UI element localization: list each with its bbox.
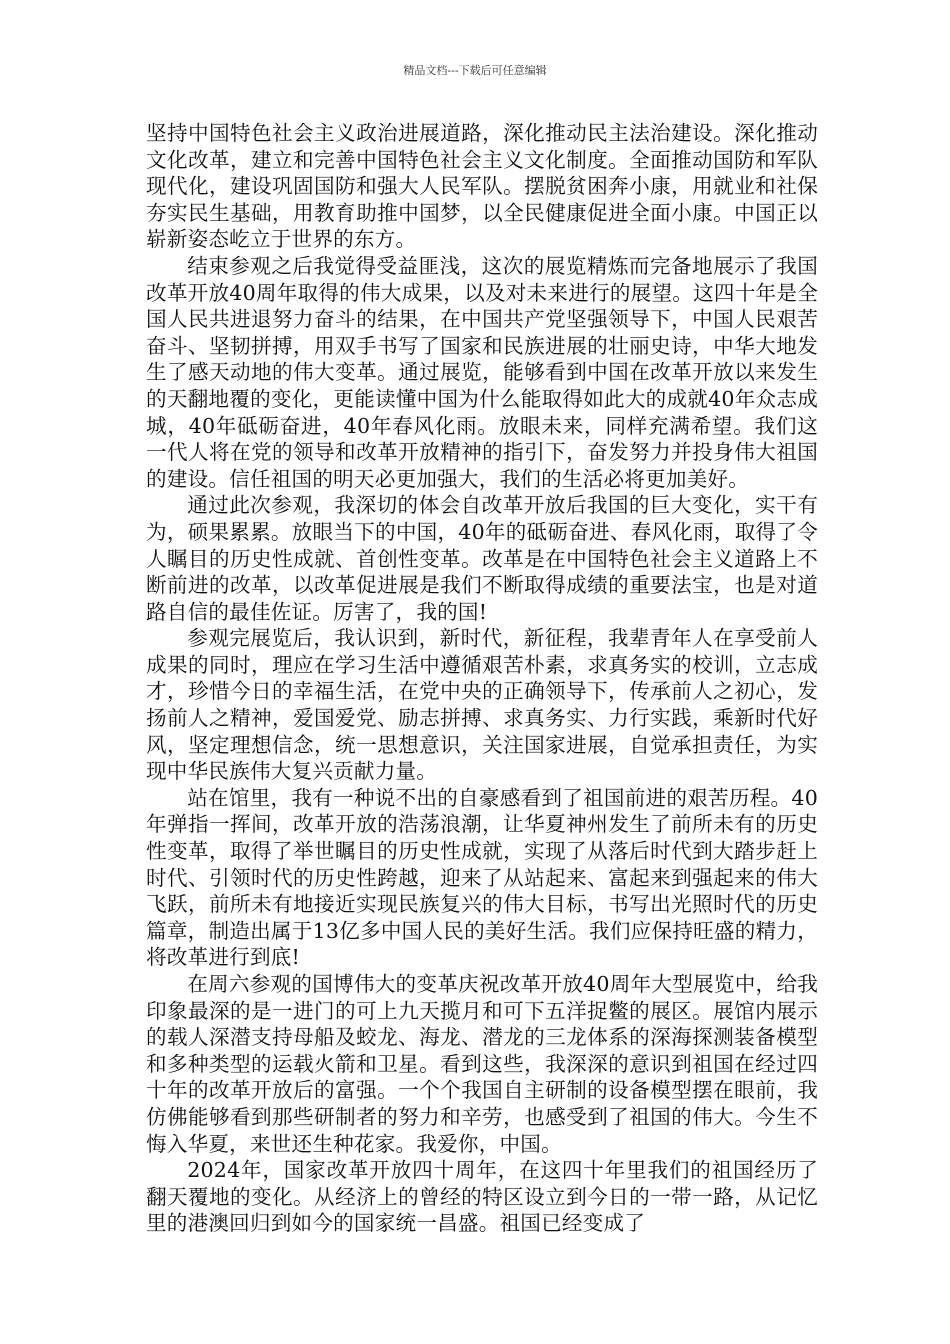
paragraph-7: 2024年，国家改革开放四十周年，在这四十年里我们的祖国经历了翻天覆地的变化。从经济上的曾经的特区设立到今日的一带一路，从记忆里的港澳回归到如今的国家统一昌盛。祖国已经变成了 — [146, 1158, 818, 1236]
paragraph-4: 参观完展览后，我认识到，新时代，新征程，我辈青年人在享受前人成果的同时，理应在学习生活中遵循艰苦朴素，求真务实的校训，立志成才，珍惜今日的幸福生活，在党中央的正确领导下，传承前人之初心，发扬前人之精神，爱国爱党、励志拼搏、求真务实、力行实践，乘新时代好风，坚定理想信念，统一思想意识，关注国家进展，自觉承担责任，为实现中华民族伟大复兴贡献力量。 — [146, 626, 818, 784]
paragraph-3: 通过此次参观，我深切的体会自改革开放后我国的巨大变化，实干有为，硕果累累。放眼当下的中国，40年的砥砺奋进、春风化雨，取得了令人瞩目的历史性成就、首创性变革。改革是在中国特色社会主义道路上不断前进的改革，以改革促进展是我们不断取得成绩的重要法宝，也是对道路自信的最佳佐证。厉害了，我的国! — [146, 493, 818, 624]
document-body — [146, 120, 818, 1237]
paragraph-2: 结束参观之后我觉得受益匪浅，这次的展览精炼而完备地展示了我国改革开放40周年取得的伟大成果，以及对未来进行的展望。这四十年是全国人民共进退努力奋斗的结果，在中国共产党坚强领导下，中国人民艰苦奋斗、坚韧拼搏，用双手书写了国家和民族进展的壮丽史诗，中华大地发生了感天动地的伟大变革。通过展览，能够看到中国在改革开放以来发生的天翻地覆的变化，更能读懂中国为什么能取得如此大的成就40年众志成城，40年砥砺奋进，40年春风化雨。放眼未来，同样充满希望。我们这一代人将在党的领导和改革开放精神的指引下，奋发努力并投身伟大祖国的建设。信任祖国的明天必更加强大，我们的生活必将更加美好。 — [146, 253, 818, 491]
page-header: 精品文档---下载后可任意编辑 — [403, 64, 547, 77]
paragraph-5: 站在馆里，我有一种说不出的自豪感看到了祖国前进的艰苦历程。40年弹指一挥间，改革开放的浩荡浪潮，让华夏神州发生了前所未有的历史性变革，取得了举世瞩目的历史性成就，实现了从落后时代到大踏步赶上时代、引领时代的历史性跨越，迎来了从站起来、富起来到强起来的伟大飞跃，前所未有地接近实现民族复兴的伟大目标，书写出光照时代的历史篇章，制造出属于13亿多中国人民的美好生活。我们应保持旺盛的精力，将改革进行到底! — [146, 785, 818, 970]
paragraph-1: 坚持中国特色社会主义政治进展道路，深化推动民主法治建设。深化推动文化改革，建立和完善中国特色社会主义文化制度。全面推动国防和军队现代化，建设巩固国防和强大人民军队。摆脱贫困奔小康，用就业和社保夯实民生基础，用教育助推中国梦，以全民健康促进全面小康。中国正以崭新姿态屹立于世界的东方。 — [146, 121, 818, 252]
paragraph-6: 在周六参观的国博伟大的变革庆祝改革开放40周年大型展览中，给我印象最深的是一进门的可上九天揽月和可下五洋捉鳖的展区。展馆内展示的载人深潜支持母船及蛟龙、海龙、潜龙的三龙体系的深海探测装备模型和多种类型的运载火箭和卫星。看到这些，我深深的意识到祖国在经过四十年的改革开放后的富强。一个个我国自主研制的设备模型摆在眼前，我仿佛能够看到那些研制者的努力和辛劳，也感受到了祖国的伟大。今生不悔入华夏，来世还生种花家。我爱你，中国。 — [146, 972, 818, 1156]
